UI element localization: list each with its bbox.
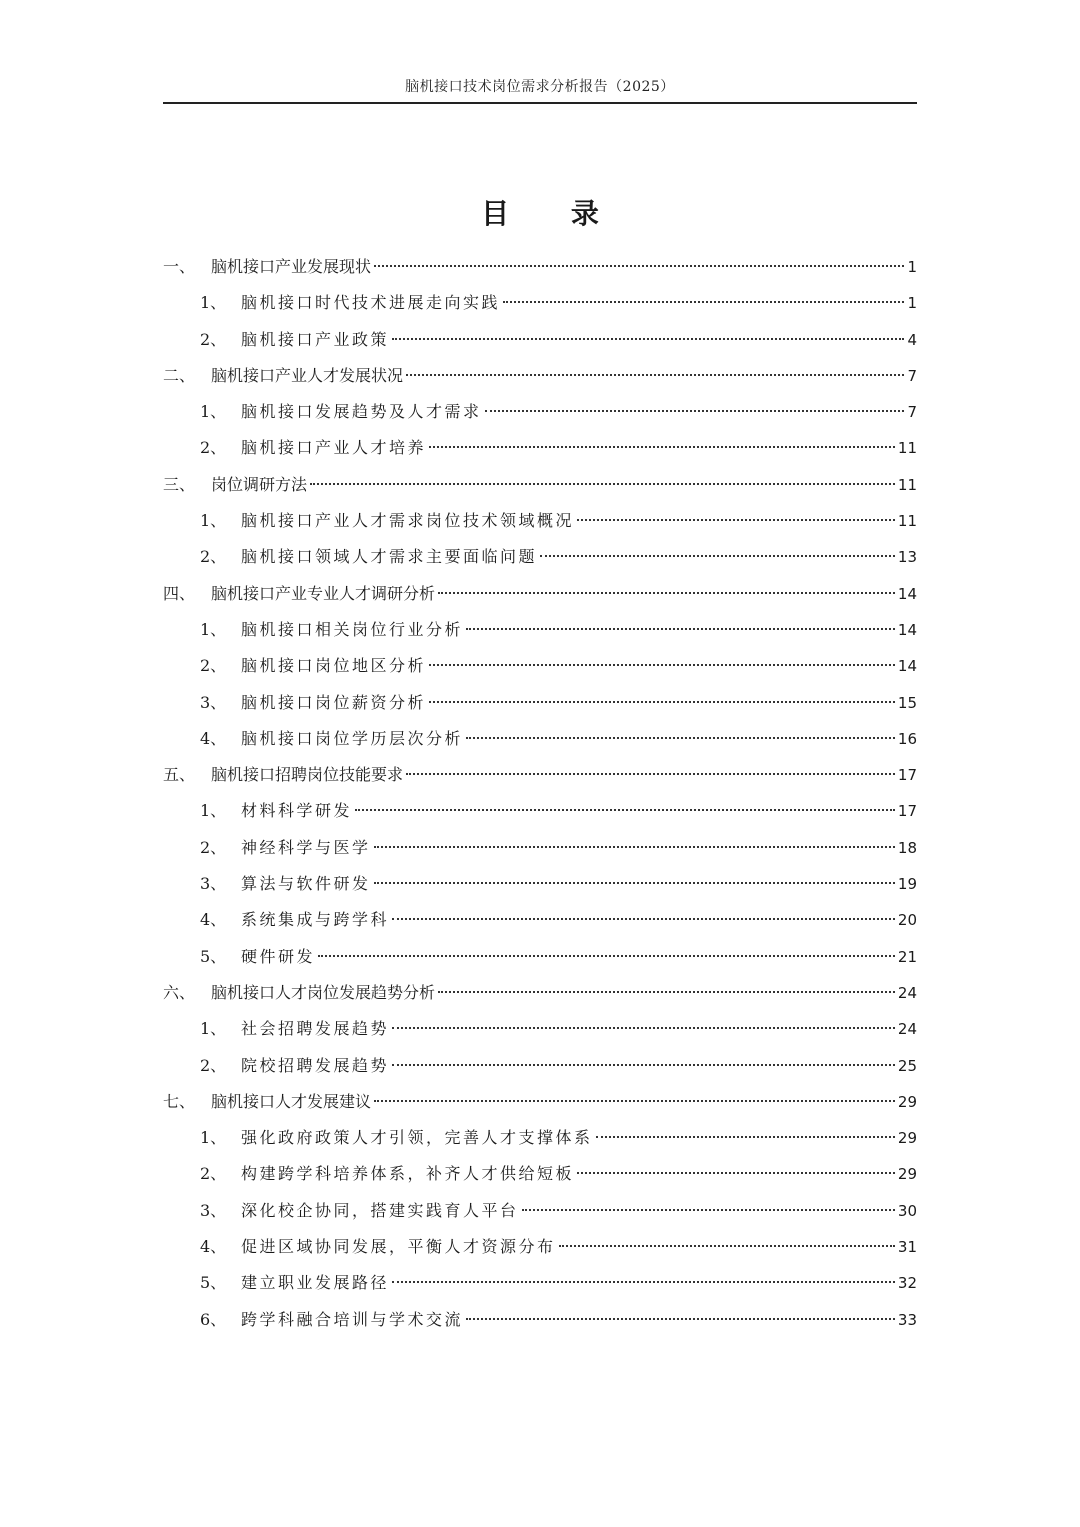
toc-entry-number: 5、 xyxy=(200,946,227,966)
toc-entry-number: 2、 xyxy=(200,438,227,458)
toc-page-number: 21 xyxy=(897,947,917,966)
toc-dot-leader xyxy=(503,301,904,303)
toc-entry-title: 脑机接口人才发展建议 xyxy=(211,1091,372,1111)
toc-entry-title: 脑机接口招聘岗位技能要求 xyxy=(211,765,404,785)
toc-dot-leader xyxy=(429,664,895,666)
toc-entry-title: 神经科学与医学 xyxy=(241,837,371,857)
toc-section-entry[interactable] xyxy=(163,1193,917,1229)
toc-dot-leader xyxy=(466,628,895,630)
toc-dot-leader xyxy=(392,918,895,920)
toc-dot-leader xyxy=(466,1318,895,1320)
toc-entry-number: 6、 xyxy=(200,1309,227,1329)
toc-entry-title: 跨学科融合培训与学术交流 xyxy=(241,1309,464,1329)
toc-page-number: 31 xyxy=(897,1238,917,1257)
toc-dot-leader xyxy=(577,519,895,521)
toc-entry-title: 脑机接口产业人才发展状况 xyxy=(211,365,404,385)
toc-page-number: 11 xyxy=(897,475,917,494)
toc-entry-number: 三、 xyxy=(163,474,196,494)
toc-chapter-entry[interactable] xyxy=(163,757,917,793)
toc-entry-title: 脑机接口产业政策 xyxy=(241,329,390,349)
toc-dot-leader xyxy=(577,1172,895,1174)
toc-entry-title: 岗位调研方法 xyxy=(211,474,308,494)
toc-entry-number: 4、 xyxy=(200,1237,227,1257)
toc-chapter-entry[interactable] xyxy=(163,249,917,285)
toc-page-number: 29 xyxy=(897,1165,917,1184)
toc-page-number: 25 xyxy=(897,1056,917,1075)
toc-page-number: 32 xyxy=(897,1274,917,1293)
toc-page-number: 1 xyxy=(907,294,917,313)
toc-entry-title: 脑机接口人才岗位发展趋势分析 xyxy=(211,982,436,1002)
toc-entry-title: 深化校企协同，搭建实践育人平台 xyxy=(241,1200,519,1220)
toc-entry-title: 构建跨学科培养体系，补齐人才供给短板 xyxy=(241,1164,575,1184)
toc-dot-leader xyxy=(540,555,895,557)
toc-chapter-entry[interactable] xyxy=(163,358,917,394)
table-of-contents xyxy=(163,249,917,1338)
toc-page-number: 7 xyxy=(907,403,917,422)
toc-dot-leader xyxy=(392,1281,895,1283)
toc-dot-leader xyxy=(438,991,895,993)
toc-entry-number: 2、 xyxy=(200,1055,227,1075)
toc-dot-leader xyxy=(374,882,895,884)
toc-dot-leader xyxy=(374,846,895,848)
toc-entry-number: 1、 xyxy=(200,1019,227,1039)
toc-section-entry[interactable] xyxy=(163,612,917,648)
toc-entry-title: 社会招聘发展趋势 xyxy=(241,1019,390,1039)
toc-section-entry[interactable] xyxy=(163,866,917,902)
toc-page-number: 19 xyxy=(897,875,917,894)
toc-dot-leader xyxy=(485,410,905,412)
toc-section-entry[interactable] xyxy=(163,793,917,829)
toc-dot-leader xyxy=(522,1209,895,1211)
toc-entry-title: 脑机接口时代技术进展走向实践 xyxy=(241,293,501,313)
toc-entry-number: 六、 xyxy=(163,982,196,1002)
toc-entry-number: 1、 xyxy=(200,511,227,531)
toc-dot-leader xyxy=(392,1064,895,1066)
toc-section-entry[interactable] xyxy=(163,685,917,721)
toc-entry-number: 2、 xyxy=(200,329,227,349)
toc-page-number: 13 xyxy=(897,548,917,567)
toc-dot-leader xyxy=(318,955,895,957)
toc-page-number: 30 xyxy=(897,1201,917,1220)
toc-entry-number: 1、 xyxy=(200,293,227,313)
toc-section-entry[interactable] xyxy=(163,430,917,466)
toc-entry-number: 四、 xyxy=(163,583,196,603)
toc-entry-title: 脑机接口相关岗位行业分析 xyxy=(241,619,464,639)
toc-page-number: 11 xyxy=(897,439,917,458)
toc-dot-leader xyxy=(429,701,895,703)
toc-entry-number: 1、 xyxy=(200,1128,227,1148)
toc-entry-number: 5、 xyxy=(200,1273,227,1293)
toc-section-entry[interactable] xyxy=(163,1011,917,1047)
toc-dot-leader xyxy=(374,265,904,267)
toc-page-number: 29 xyxy=(897,1092,917,1111)
toc-section-entry[interactable] xyxy=(163,1265,917,1301)
toc-entry-number: 2、 xyxy=(200,547,227,567)
toc-section-entry[interactable] xyxy=(163,1229,917,1265)
toc-entry-number: 3、 xyxy=(200,874,227,894)
toc-entry-number: 1、 xyxy=(200,801,227,821)
toc-entry-title: 硬件研发 xyxy=(241,946,316,966)
toc-entry-title: 脑机接口产业发展现状 xyxy=(211,257,372,276)
toc-dot-leader xyxy=(466,737,895,739)
toc-section-entry[interactable] xyxy=(163,539,917,575)
toc-entry-title: 院校招聘发展趋势 xyxy=(241,1055,390,1075)
toc-entry-title: 脑机接口领域人才需求主要面临问题 xyxy=(241,547,538,567)
toc-page-number: 17 xyxy=(897,802,917,821)
toc-entry-number: 二、 xyxy=(163,365,196,385)
toc-entry-number: 2、 xyxy=(200,1164,227,1184)
toc-entry-title: 脑机接口岗位薪资分析 xyxy=(241,692,427,712)
toc-page-number: 11 xyxy=(897,512,917,531)
toc-entry-title: 建立职业发展路径 xyxy=(241,1273,390,1293)
toc-entry-number: 七、 xyxy=(163,1091,196,1111)
toc-section-entry[interactable] xyxy=(163,830,917,866)
toc-entry-number: 4、 xyxy=(200,910,227,930)
toc-entry-number: 五、 xyxy=(163,765,196,785)
toc-section-entry[interactable] xyxy=(163,648,917,684)
toc-entry-number: 3、 xyxy=(200,692,227,712)
toc-chapter-entry[interactable] xyxy=(163,576,917,612)
toc-entry-title: 脑机接口产业人才培养 xyxy=(241,438,427,458)
toc-dot-leader xyxy=(429,446,895,448)
toc-page-number: 33 xyxy=(897,1310,917,1329)
toc-entry-title: 促进区域协同发展，平衡人才资源分布 xyxy=(241,1237,556,1257)
header-title: 脑机接口技术岗位需求分析报告（2025） xyxy=(405,79,675,95)
toc-page-number: 14 xyxy=(897,620,917,639)
toc-dot-leader xyxy=(406,374,904,376)
toc-page-number: 1 xyxy=(907,258,917,276)
toc-entry-title: 脑机接口发展趋势及人才需求 xyxy=(241,402,482,422)
toc-entry-number: 1、 xyxy=(200,619,227,639)
toc-entry-number: 2、 xyxy=(200,656,227,676)
toc-entry-number: 一、 xyxy=(163,257,196,276)
toc-entry-title: 系统集成与跨学科 xyxy=(241,910,390,930)
toc-entry-title: 脑机接口产业人才需求岗位技术领域概况 xyxy=(241,511,575,531)
toc-page-number: 16 xyxy=(897,729,917,748)
toc-section-entry[interactable] xyxy=(163,285,917,321)
toc-section-entry[interactable] xyxy=(163,394,917,430)
toc-entry-title: 脑机接口岗位学历层次分析 xyxy=(241,728,464,748)
toc-entry-title: 算法与软件研发 xyxy=(241,874,371,894)
toc-section-entry[interactable] xyxy=(163,939,917,975)
toc-page-number: 29 xyxy=(897,1129,917,1148)
toc-dot-leader xyxy=(406,773,895,775)
toc-entry-number: 1、 xyxy=(200,402,227,422)
toc-section-entry[interactable] xyxy=(163,1156,917,1192)
toc-entry-number: 4、 xyxy=(200,728,227,748)
toc-section-entry[interactable] xyxy=(163,503,917,539)
toc-dot-leader xyxy=(310,483,895,485)
toc-page-number: 14 xyxy=(897,584,917,603)
toc-page-number: 15 xyxy=(897,693,917,712)
toc-page-number: 4 xyxy=(907,330,917,349)
toc-section-entry[interactable] xyxy=(163,721,917,757)
toc-dot-leader xyxy=(392,1027,895,1029)
page-header xyxy=(163,76,917,104)
toc-page-number: 24 xyxy=(897,983,917,1002)
toc-entry-title: 强化政府政策人才引领，完善人才支撑体系 xyxy=(241,1128,593,1148)
toc-section-entry[interactable] xyxy=(163,1048,917,1084)
toc-chapter-entry[interactable] xyxy=(163,467,917,503)
toc-page-number: 18 xyxy=(897,838,917,857)
toc-entry-number: 3、 xyxy=(200,1200,227,1220)
toc-dot-leader xyxy=(438,592,895,594)
toc-dot-leader xyxy=(392,338,904,340)
toc-dot-leader xyxy=(596,1136,895,1138)
toc-page-number: 17 xyxy=(897,766,917,785)
toc-page-number: 14 xyxy=(897,657,917,676)
toc-section-entry[interactable] xyxy=(163,1120,917,1156)
toc-dot-leader xyxy=(374,1100,895,1102)
toc-section-entry[interactable] xyxy=(163,902,917,938)
toc-title: 目 录 xyxy=(481,197,625,230)
toc-page-number: 20 xyxy=(897,911,917,930)
toc-dot-leader xyxy=(355,809,895,811)
toc-page-number: 24 xyxy=(897,1020,917,1039)
toc-page-number: 7 xyxy=(907,366,917,385)
toc-dot-leader xyxy=(559,1245,895,1247)
toc-section-entry[interactable] xyxy=(163,322,917,358)
toc-entry-title: 脑机接口产业专业人才调研分析 xyxy=(211,583,436,603)
toc-chapter-entry[interactable] xyxy=(163,1084,917,1120)
toc-entry-title: 材料科学研发 xyxy=(241,801,353,821)
toc-entry-number: 2、 xyxy=(200,837,227,857)
toc-section-entry[interactable] xyxy=(163,1302,917,1338)
toc-chapter-entry[interactable] xyxy=(163,975,917,1011)
toc-entry-title: 脑机接口岗位地区分析 xyxy=(241,656,427,676)
